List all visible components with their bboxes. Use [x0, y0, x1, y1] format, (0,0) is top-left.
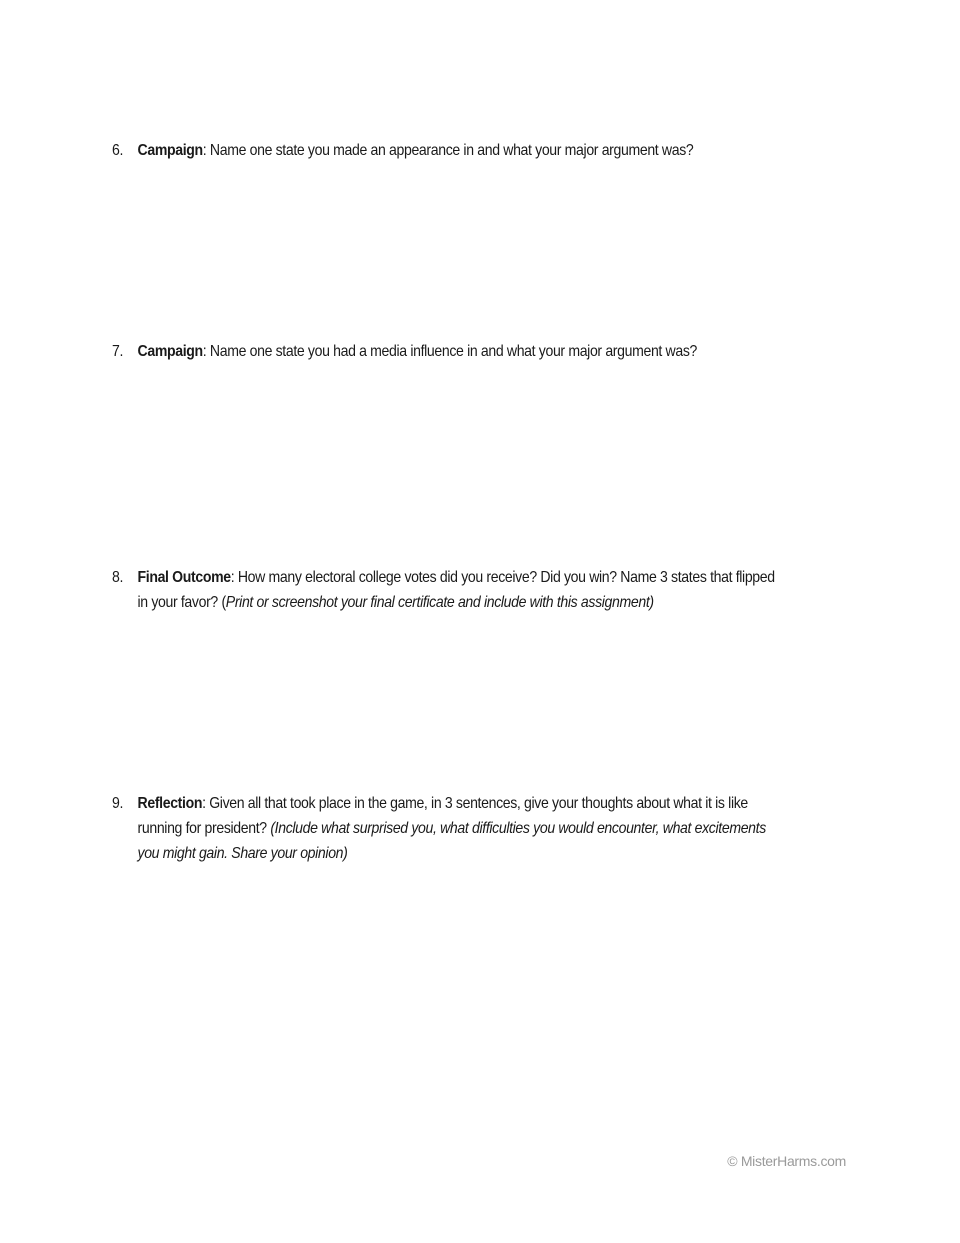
question-body [138, 565, 781, 615]
question-title: Reflection [137, 795, 203, 812]
copyright-footer: © MisterHarms.com [727, 1153, 846, 1169]
question-text: : Given all that took place in the game, in 3 sentences, give your thoughts about what it is like running for president? [137, 795, 748, 837]
question-number: 9. [112, 795, 124, 812]
question-number: 8. [112, 569, 124, 586]
question-6 [112, 138, 781, 163]
question-text: : Name one state you had a media influence in and what your major argument was? [202, 343, 698, 360]
question-title: Final Outcome [137, 569, 231, 586]
question-title: Campaign [137, 142, 203, 159]
question-number: 6. [112, 142, 124, 159]
question-number: 7. [112, 343, 124, 360]
question-body [138, 339, 781, 364]
question-note: Print or screenshot your final certificate and include with this assignment) [225, 594, 654, 611]
question-title: Campaign [137, 343, 203, 360]
question-note: (Include what surprised you, what difficulties you would encounter, what excitements you might gain. Share your opinion) [137, 820, 766, 862]
question-body [138, 138, 781, 163]
question-text: : How many electoral college votes did you receive? Did you win? Name 3 states that flipped in your favor? ( [137, 569, 775, 611]
question-body [138, 791, 781, 866]
question-9 [112, 791, 781, 866]
question-8 [112, 565, 781, 615]
question-7 [112, 339, 781, 364]
question-text: : Name one state you made an appearance in and what your major argument was? [202, 142, 694, 159]
